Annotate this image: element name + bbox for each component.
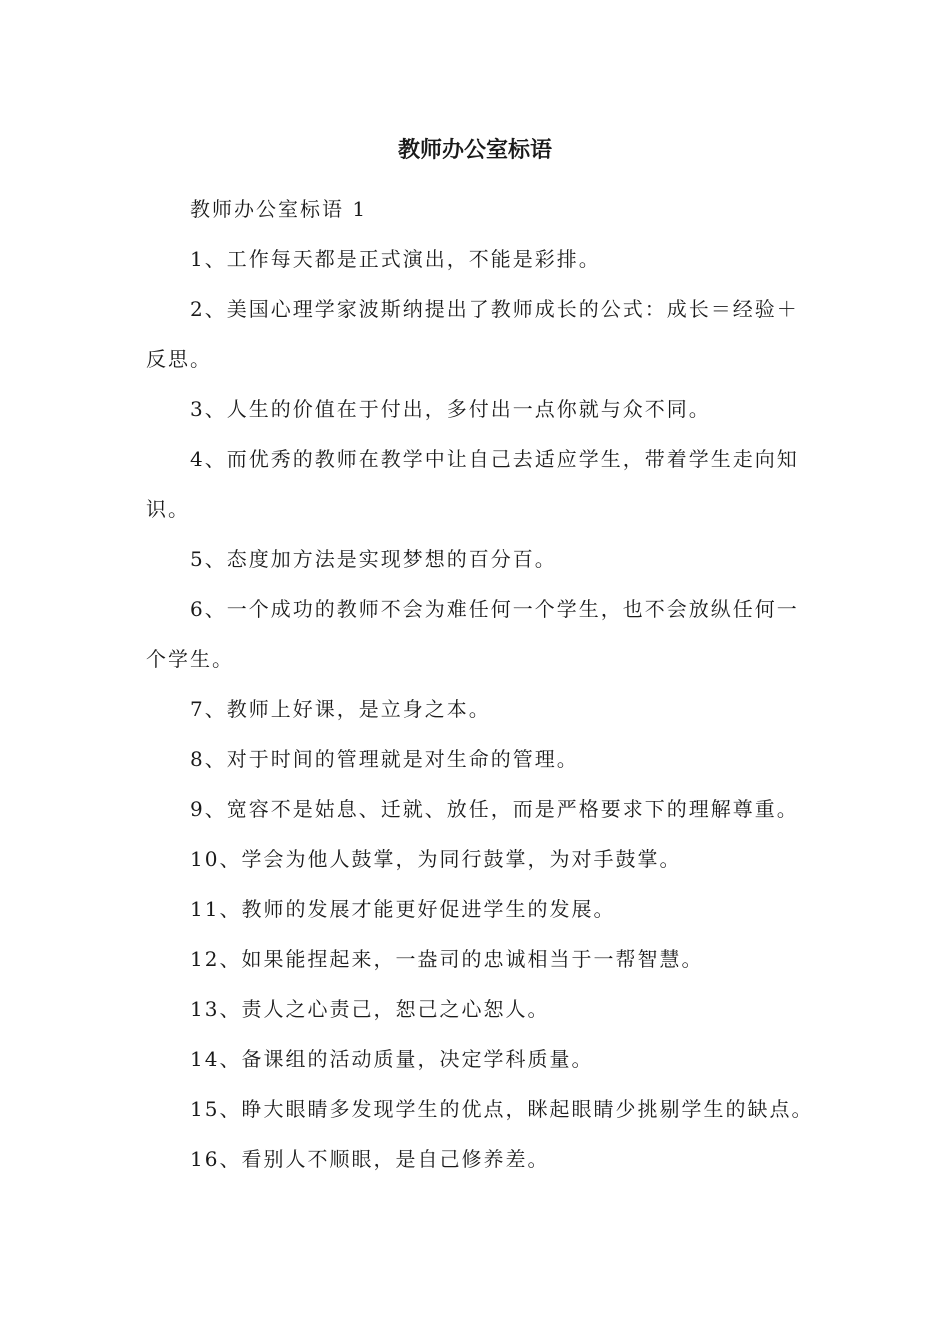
list-item: 15、睁大眼睛多发现学生的优点，眯起眼睛少挑剔学生的缺点。 — [190, 1097, 814, 1121]
list-item: 1、工作每天都是正式演出，不能是彩排。 — [190, 247, 601, 271]
list-item: 3、人生的价值在于付出，多付出一点你就与众不同。 — [190, 397, 711, 421]
list-item: 5、态度加方法是实现梦想的百分百。 — [190, 547, 557, 571]
list-item: 4、而优秀的教师在教学中让自己去适应学生，带着学生走向知识。 — [146, 447, 799, 521]
document-body — [146, 184, 816, 1184]
list-item: 11、教师的发展才能更好促进学生的发展。 — [190, 897, 616, 921]
list-item: 2、美国心理学家波斯纳提出了教师成长的公式：成长＝经验＋反思。 — [146, 297, 799, 371]
list-item: 16、看别人不顺眼，是自己修养差。 — [190, 1147, 550, 1171]
list-item: 13、责人之心责己，恕己之心恕人。 — [190, 997, 550, 1021]
list-item: 10、学会为他人鼓掌，为同行鼓掌，为对手鼓掌。 — [190, 847, 682, 871]
list-item: 8、对于时间的管理就是对生命的管理。 — [190, 747, 579, 771]
page-title: 教师办公室标语 — [397, 138, 552, 163]
list-item: 7、教师上好课，是立身之本。 — [190, 697, 491, 721]
list-item: 12、如果能捏起来，一盎司的忠诚相当于一帮智慧。 — [190, 947, 704, 971]
list-item: 9、宽容不是姑息、迁就、放任，而是严格要求下的理解尊重。 — [190, 797, 799, 821]
list-item: 14、备课组的活动质量，决定学科质量。 — [190, 1047, 594, 1071]
section-subtitle: 教师办公室标语 1 — [190, 197, 368, 221]
list-item: 6、一个成功的教师不会为难任何一个学生，也不会放纵任何一个学生。 — [146, 597, 799, 671]
